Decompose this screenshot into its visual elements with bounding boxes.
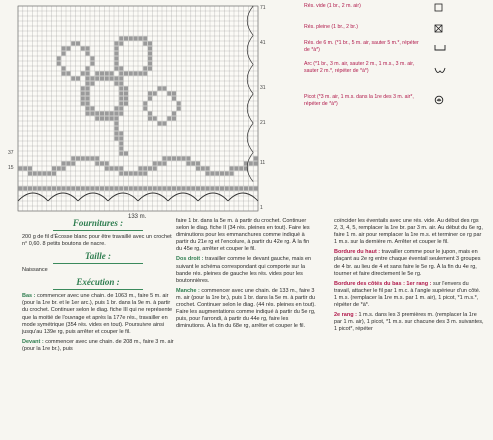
filled-cell xyxy=(105,166,109,170)
filled-cell xyxy=(114,121,118,125)
filled-cell xyxy=(95,71,99,75)
filled-cell xyxy=(81,186,85,190)
filled-cell xyxy=(167,116,171,120)
filled-cell xyxy=(81,101,85,105)
filled-cell xyxy=(81,91,85,95)
manche-label: Manche : xyxy=(176,287,200,294)
filled-cell xyxy=(210,171,214,175)
filled-cell xyxy=(71,41,75,45)
filled-cell xyxy=(167,91,171,95)
filled-cell xyxy=(105,71,109,75)
taille-heading: Taille : xyxy=(22,251,174,264)
row-number-left: 37 xyxy=(8,150,14,156)
filled-cell xyxy=(71,186,75,190)
filled-cell xyxy=(81,156,85,160)
filled-cell xyxy=(254,161,258,165)
filled-cell xyxy=(220,186,224,190)
filled-cell xyxy=(172,91,176,95)
filled-cell xyxy=(71,156,75,160)
filled-cell xyxy=(196,186,200,190)
filled-cell xyxy=(201,186,205,190)
filled-cell xyxy=(148,166,152,170)
devant-paragraph xyxy=(22,339,174,353)
filled-cell xyxy=(210,186,214,190)
filled-cell xyxy=(81,46,85,50)
filled-cell xyxy=(158,161,162,165)
filled-cell xyxy=(71,76,75,80)
filled-cell xyxy=(249,161,253,165)
filled-cell xyxy=(114,116,118,120)
filled-cell xyxy=(52,171,56,175)
filled-cell xyxy=(62,46,66,50)
filled-cell xyxy=(129,186,133,190)
filled-cell xyxy=(249,186,253,190)
filled-cell xyxy=(110,186,114,190)
filled-cell xyxy=(124,171,128,175)
row-number-right: 1 xyxy=(260,205,263,211)
filled-cell xyxy=(196,161,200,165)
filled-cell xyxy=(172,156,176,160)
filled-cell xyxy=(42,186,46,190)
filled-cell xyxy=(119,106,123,110)
filled-cell xyxy=(254,156,258,160)
chart-grid xyxy=(8,0,266,214)
filled-cell xyxy=(148,116,152,120)
filled-cell xyxy=(33,171,37,175)
filled-cell xyxy=(76,186,80,190)
filled-cell xyxy=(86,66,90,70)
filled-cell xyxy=(119,71,123,75)
filled-cell xyxy=(244,186,248,190)
filled-cell xyxy=(52,186,56,190)
filled-cell xyxy=(119,91,123,95)
filled-cell xyxy=(230,166,234,170)
filled-cell xyxy=(66,186,70,190)
filled-cell xyxy=(114,66,118,70)
filled-cell xyxy=(215,186,219,190)
filled-cell xyxy=(76,156,80,160)
filled-cell xyxy=(114,41,118,45)
filled-cell xyxy=(234,186,238,190)
filled-cell xyxy=(95,161,99,165)
filled-cell xyxy=(143,36,147,40)
filled-cell xyxy=(23,166,27,170)
filled-cell xyxy=(47,171,51,175)
filled-cell xyxy=(114,51,118,55)
filled-cell xyxy=(100,111,104,115)
filled-cell xyxy=(143,41,147,45)
filled-cell xyxy=(62,66,66,70)
bordure-continued: coïncider les éventails avec une rés. vide. Au début des rgs 2, 3, 4, 5, remplacer la 1re br. par 3 m. air. Au début du 6e rg, faire 1 m. air pour remplacer la 1re m.s. et terminer ce rg par 1 m.s. sur la dernière m. Arrêter et couper le fil. xyxy=(334,218,483,246)
filled-cell xyxy=(158,86,162,90)
filled-cell xyxy=(153,166,157,170)
filled-cell xyxy=(105,186,109,190)
filled-cell xyxy=(114,111,118,115)
filled-cell xyxy=(47,186,51,190)
filled-cell xyxy=(86,76,90,80)
filled-cell xyxy=(90,61,94,65)
filled-cell xyxy=(81,96,85,100)
filled-cell xyxy=(86,86,90,90)
filled-cell xyxy=(172,186,176,190)
filled-cell xyxy=(201,166,205,170)
filled-cell xyxy=(182,156,186,160)
filled-cell xyxy=(23,186,27,190)
filled-cell xyxy=(254,186,258,190)
filled-cell xyxy=(206,166,210,170)
dos-text: travailler comme le devant gauche, mais en suivant le schéma correspondant qui comporte sur la bande rés. pleines de gauche les rés. vides pour les boutonnières. xyxy=(176,256,312,284)
bas-paragraph xyxy=(22,293,174,336)
filled-cell xyxy=(119,111,123,115)
cotes-text: sur l'envers du travail, attacher le fil par 1 m.c. à l'angle supérieur d'un côté. 1 m.s. (remplacer la 1re m.s. par 1 m. air), 1 picot, *1 m.s.*, répéter de *à*. xyxy=(334,280,481,309)
filled-cell xyxy=(81,86,85,90)
filled-cell xyxy=(62,161,66,165)
filled-cell xyxy=(100,186,104,190)
filled-cell xyxy=(90,56,94,60)
row-number-right: 21 xyxy=(260,120,266,126)
filled-cell xyxy=(177,106,181,110)
filled-cell xyxy=(153,186,157,190)
dos-label: Dos droit : xyxy=(176,256,204,263)
filled-cell xyxy=(62,71,66,75)
filled-cell xyxy=(129,171,133,175)
filled-cell xyxy=(138,71,142,75)
filled-cell xyxy=(119,76,123,80)
filled-cell xyxy=(86,81,90,85)
arc-icon xyxy=(434,67,446,77)
legend-text: Picot (*3 m. air, 1 m.s. dans la 1re des 3 m. air*, répéter de *à*) xyxy=(304,94,414,107)
filled-cell xyxy=(57,61,61,65)
filled-cell xyxy=(95,116,99,120)
filled-cell xyxy=(86,101,90,105)
filled-cell xyxy=(86,106,90,110)
bas-label: Bas : xyxy=(22,293,36,300)
filled-cell xyxy=(119,81,123,85)
filled-cell xyxy=(206,171,210,175)
manche-paragraph xyxy=(176,288,316,331)
filled-cell xyxy=(148,51,152,55)
filled-cell xyxy=(114,166,118,170)
filled-cell xyxy=(86,111,90,115)
filled-cell xyxy=(57,186,61,190)
filled-cell xyxy=(220,171,224,175)
filled-cell xyxy=(134,186,138,190)
filled-cell xyxy=(162,186,166,190)
filled-cell xyxy=(105,116,109,120)
filled-cell xyxy=(28,171,32,175)
filled-cell xyxy=(114,46,118,50)
filled-cell xyxy=(38,186,42,190)
filled-cell xyxy=(167,186,171,190)
filled-cell xyxy=(153,161,157,165)
filled-cell xyxy=(124,71,128,75)
filled-cell xyxy=(124,101,128,105)
filled-cell xyxy=(114,106,118,110)
filled-square-icon xyxy=(434,24,446,34)
filled-cell xyxy=(119,186,123,190)
filled-cell xyxy=(143,186,147,190)
text-column-2 xyxy=(176,218,316,330)
filled-cell xyxy=(119,96,123,100)
filled-cell xyxy=(129,36,133,40)
filled-cell xyxy=(143,101,147,105)
filled-cell xyxy=(119,131,123,135)
filled-cell xyxy=(148,111,152,115)
filled-cell xyxy=(148,186,152,190)
picot-icon xyxy=(434,95,446,105)
filled-cell xyxy=(186,161,190,165)
filled-cell xyxy=(138,166,142,170)
filled-cell xyxy=(230,186,234,190)
row-number-left: 15 xyxy=(8,165,14,171)
filled-cell xyxy=(225,186,229,190)
filled-cell xyxy=(95,156,99,160)
empty-square-icon xyxy=(434,3,446,13)
filled-cell xyxy=(57,56,61,60)
devant-continued: faire 1 br. dans la 5e m. à partir du crochet. Continuer selon le diag. fiche II (34 rés. pleines en tout). Faire les diminutions pour les emmanchures comme indiqué à partir du 21e rg et l'encolure, à partir du 42e rg. À la fin du 45e rg, arrêter et couper le fil. xyxy=(176,218,310,253)
filled-cell xyxy=(66,46,70,50)
filled-cell xyxy=(153,91,157,95)
filled-cell xyxy=(191,161,195,165)
filled-cell xyxy=(105,161,109,165)
filled-cell xyxy=(124,91,128,95)
filled-cell xyxy=(196,166,200,170)
filled-cell xyxy=(177,101,181,105)
filled-cell xyxy=(119,136,123,140)
filled-cell xyxy=(119,66,123,70)
filled-cell xyxy=(114,126,118,130)
filled-cell xyxy=(119,36,123,40)
filled-cell xyxy=(86,71,90,75)
filled-cell xyxy=(62,51,66,55)
filled-cell xyxy=(191,186,195,190)
filled-cell xyxy=(110,76,114,80)
filled-cell xyxy=(138,186,142,190)
filled-cell xyxy=(143,166,147,170)
filled-cell xyxy=(148,66,152,70)
legend-text: Rés. pleine (1 br., 2 br.) xyxy=(304,24,358,30)
filled-cell xyxy=(33,186,37,190)
filled-cell xyxy=(124,86,128,90)
filled-cell xyxy=(134,171,138,175)
filled-cell xyxy=(86,91,90,95)
filled-cell xyxy=(66,71,70,75)
dos-paragraph xyxy=(176,256,316,284)
filled-cell xyxy=(110,111,114,115)
filled-cell xyxy=(143,106,147,110)
text-column-3 xyxy=(334,218,484,333)
filled-cell xyxy=(172,96,176,100)
filled-cell xyxy=(119,166,123,170)
filled-cell xyxy=(90,111,94,115)
filled-cell xyxy=(119,151,123,155)
filled-cell xyxy=(62,186,66,190)
filled-cell xyxy=(95,186,99,190)
filled-cell xyxy=(110,116,114,120)
filled-cell xyxy=(119,141,123,145)
rang2-text: 1 m.s. dans les 3 premières m. (remplacer la 1re par 1 m. air), 1 picot, *1 m.s. sur chacune des 3 m. suivantes, 1 picot*, répéter xyxy=(334,312,484,333)
filled-cell xyxy=(18,166,22,170)
rang2-paragraph xyxy=(334,312,484,333)
filled-cell xyxy=(100,76,104,80)
filled-cell xyxy=(124,186,128,190)
manche-text: commencer avec une chain. de 133 m., faire 3 m. air (pour la 1re br.), puis 1 br. dans la 5e m. à partir du crochet. Continuer selon le diag. (44 rés. pleines en tout). Faire les augmentations comme indiqué à partir du 5e rg, puis, pour l'arrondi, à partir du 44e rg, faire les diminutions. À la fin du 68e rg, arrêter et couper le fil. xyxy=(176,287,316,330)
filled-cell xyxy=(114,136,118,140)
filled-cell xyxy=(234,166,238,170)
haut-text: travailler comme pour le jupon, mais en plaçant au 2e rg entre chaque éventail seulement 3 groupes de 4 br. au lieu de 4 et sans faire le 5e rg. À la fin du 4e rg, tourner et faire directement le 5e rg. xyxy=(334,249,481,277)
filled-cell xyxy=(177,156,181,160)
filled-cell xyxy=(62,166,66,170)
row-number-right: 71 xyxy=(260,5,266,11)
filled-cell xyxy=(52,166,56,170)
row-number-right: 31 xyxy=(260,85,266,91)
filled-cell xyxy=(162,161,166,165)
filled-cell xyxy=(18,186,22,190)
bas-text: commencer avec une chain. de 1063 m., faire 5 m. air (pour la 1re br. et le 1er arc.), puis 1 br. dans la 9e m. à partir du crochet. Continuer selon le diag. fiche III qui ne représente que la moitié de l'ouvrage et après la 177e rés., travailler en mode symétrique (354 rés. vides en tout). Poursuivre ainsi jusqu'au 139e rg, puis arrêter et couper le fil. xyxy=(22,293,173,335)
filled-cell xyxy=(110,71,114,75)
filled-cell xyxy=(105,76,109,80)
execution-heading: Exécution : xyxy=(22,277,174,290)
bracket-icon xyxy=(434,44,446,54)
row-number-right: 41 xyxy=(260,40,266,46)
filled-cell xyxy=(186,156,190,160)
legend-text: Arc (*1 br., 3 m. air, sauter 2 m., 1 m.s., 3 m. air, sauter 2 m.*, répéter de *à*) xyxy=(304,61,415,74)
filled-cell xyxy=(134,71,138,75)
filled-cell xyxy=(95,76,99,80)
fournitures-text: 200 g de fil d'Écosse blanc pour être travaillé avec un crochet n° 0,60. 8 petits boutons de nacre. xyxy=(22,234,172,248)
haut-paragraph xyxy=(334,249,484,277)
legend-text: Rés. de 6 m. (*1 br., 5 m. air, sauter 5 m.*, répéter de *à*) xyxy=(304,40,419,53)
filled-cell xyxy=(100,161,104,165)
filled-cell xyxy=(239,166,243,170)
filled-cell xyxy=(86,156,90,160)
filled-cell xyxy=(71,161,75,165)
filled-cell xyxy=(162,156,166,160)
filled-cell xyxy=(119,86,123,90)
rang2-label: 2e rang : xyxy=(334,312,357,319)
filled-cell xyxy=(119,41,123,45)
filled-cell xyxy=(167,156,171,160)
cotes-paragraph xyxy=(334,281,484,309)
filled-cell xyxy=(28,166,32,170)
filled-cell xyxy=(153,116,157,120)
filled-cell xyxy=(66,161,70,165)
filled-cell xyxy=(105,111,109,115)
row-number-right: 11 xyxy=(260,160,266,166)
filled-cell xyxy=(230,171,234,175)
filled-cell xyxy=(86,46,90,50)
filled-cell xyxy=(172,116,176,120)
filled-cell xyxy=(114,56,118,60)
filet-chart xyxy=(8,0,266,220)
filled-cell xyxy=(90,186,94,190)
filled-cell xyxy=(124,151,128,155)
haut-label: Bordure du haut : xyxy=(334,249,381,256)
filled-cell xyxy=(119,146,123,150)
filled-cell xyxy=(114,76,118,80)
filled-cell xyxy=(129,71,133,75)
filled-cell xyxy=(90,81,94,85)
filled-cell xyxy=(186,186,190,190)
filled-cell xyxy=(110,166,114,170)
fournitures-heading: Fournitures : xyxy=(22,218,174,231)
filled-cell xyxy=(114,186,118,190)
filled-cell xyxy=(138,171,142,175)
filled-cell xyxy=(86,51,90,55)
filled-cell xyxy=(225,171,229,175)
filled-cell xyxy=(114,81,118,85)
devant-text: commencer avec une chain. de 208 m., faire 3 m. air (pour la 1re br.), puis xyxy=(22,338,174,352)
filled-cell xyxy=(76,76,80,80)
filled-cell xyxy=(177,186,181,190)
filled-cell xyxy=(119,171,123,175)
filled-cell xyxy=(124,96,128,100)
symbol-legend xyxy=(292,0,492,112)
filled-cell xyxy=(206,186,210,190)
filled-cell xyxy=(162,86,166,90)
filled-cell xyxy=(42,171,46,175)
filled-cell xyxy=(86,96,90,100)
filled-cell xyxy=(90,106,94,110)
filled-cell xyxy=(100,116,104,120)
filled-cell xyxy=(100,71,104,75)
taille-text: Naissance xyxy=(22,267,48,274)
filled-cell xyxy=(38,171,42,175)
filled-cell xyxy=(143,66,147,70)
filled-cell xyxy=(143,71,147,75)
filled-cell xyxy=(158,186,162,190)
filled-cell xyxy=(158,121,162,125)
filled-cell xyxy=(148,61,152,65)
legend-text: Rés. vide (1 br., 2 m. air) xyxy=(304,3,361,9)
filled-cell xyxy=(239,186,243,190)
filled-cell xyxy=(119,101,123,105)
filled-cell xyxy=(57,166,61,170)
cotes-label: Bordure des côtés du bas : 1er rang : xyxy=(334,280,432,287)
devant-label: Devant : xyxy=(22,338,44,345)
filled-cell xyxy=(148,56,152,60)
filled-cell xyxy=(215,171,219,175)
filled-cell xyxy=(81,71,85,75)
filled-cell xyxy=(114,61,118,65)
filled-cell xyxy=(124,36,128,40)
filled-cell xyxy=(86,186,90,190)
filled-cell xyxy=(143,171,147,175)
chart-width-label: 133 m. xyxy=(128,214,147,220)
filled-cell xyxy=(95,111,99,115)
filled-cell xyxy=(148,46,152,50)
filled-cell xyxy=(148,96,152,100)
filled-cell xyxy=(148,91,152,95)
text-column-1 xyxy=(22,218,174,353)
filled-cell xyxy=(138,36,142,40)
filled-cell xyxy=(90,76,94,80)
filled-cell xyxy=(172,111,176,115)
filled-cell xyxy=(162,121,166,125)
filled-cell xyxy=(28,186,32,190)
filled-cell xyxy=(76,41,80,45)
filled-cell xyxy=(148,41,152,45)
filled-cell xyxy=(182,186,186,190)
filled-cell xyxy=(90,156,94,160)
filled-cell xyxy=(134,36,138,40)
filled-cell xyxy=(114,131,118,135)
